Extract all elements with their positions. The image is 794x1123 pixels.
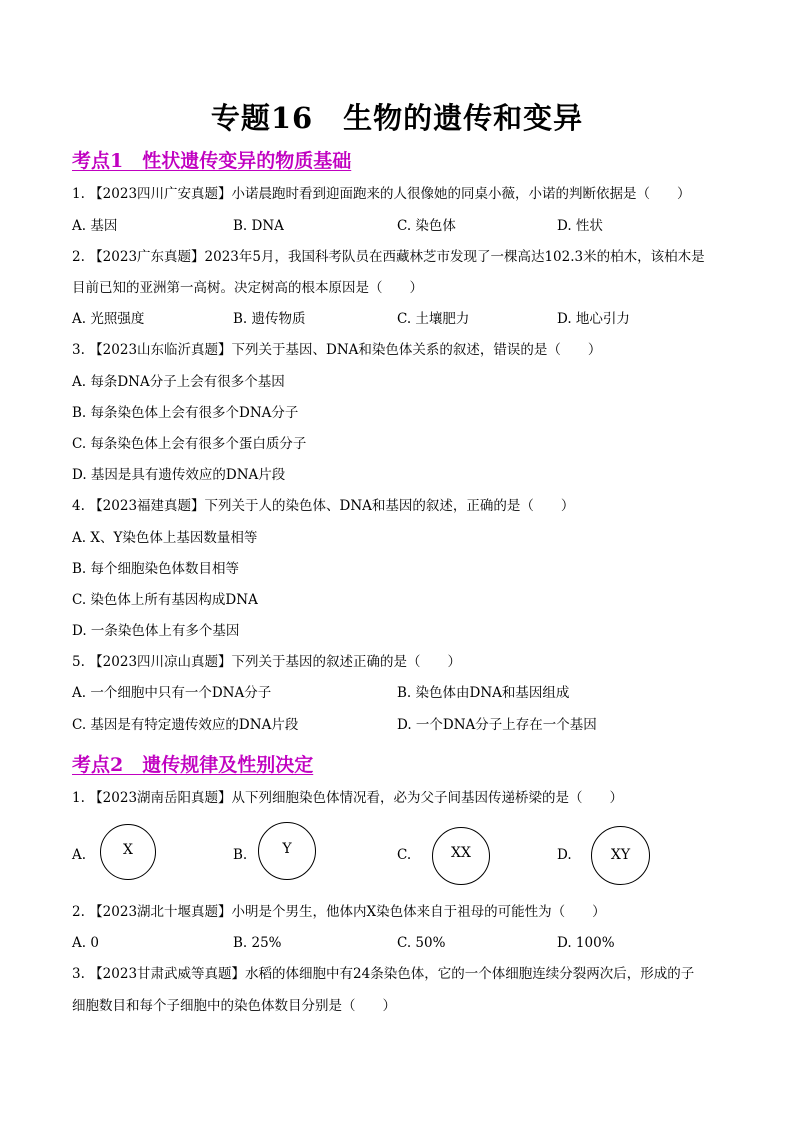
option-b: B. 染色体由DNA和基因组成 (397, 685, 570, 701)
option-a: A. 一个细胞中只有一个DNA分子 (72, 685, 272, 701)
option-a: A. 基因 (72, 218, 118, 234)
option-c: C. 染色体 (397, 218, 456, 234)
chromosome-label: XY (610, 847, 631, 863)
option-a: A. 光照强度 (72, 311, 145, 327)
option-b-letter: B. (233, 847, 248, 863)
section-heading-1: 考点1 性状遗传变异的物质基础 (72, 150, 352, 172)
option-b: B. 遗传物质 (233, 311, 306, 327)
question-stem: 1. 【2023湖南岳阳真题】从下列细胞染色体情况看，必为父子间基因传递桥梁的是（ ） (72, 790, 624, 806)
question-stem: 4. 【2023福建真题】下列关于人的染色体、DNA和基因的叙述，正确的是（ ） (72, 498, 575, 514)
question-stem: 3. 【2023甘肃武威等真题】水稻的体细胞中有24条染色体，它的一个体细胞连续分裂两次后，形成的子 (72, 966, 695, 982)
question-stem-continued: 细胞数目和每个子细胞中的染色体数目分别是（ ） (72, 998, 396, 1014)
section-heading-2: 考点2 遗传规律及性别决定 (72, 754, 314, 776)
option-c: C. 50% (397, 935, 446, 951)
option-c: C. 染色体上所有基因构成DNA (72, 592, 258, 608)
option-d: D. 一条染色体上有多个基因 (72, 623, 240, 639)
option-c: C. 每条染色体上会有很多个蛋白质分子 (72, 436, 307, 452)
option-c-letter: C. (397, 847, 412, 863)
cell-circle-a (100, 824, 156, 880)
option-d: D. 地心引力 (557, 311, 630, 327)
option-c: C. 土壤肥力 (397, 311, 470, 327)
cell-circle-b (258, 822, 316, 880)
chromosome-label: Y (282, 841, 292, 857)
question-stem: 5. 【2023四川凉山真题】下列关于基因的叙述正确的是（ ） (72, 654, 462, 670)
option-d: D. 100% (557, 935, 615, 951)
page-title: 专题16 生物的遗传和变异 (210, 101, 584, 135)
option-c: C. 基因是有特定遗传效应的DNA片段 (72, 717, 299, 733)
option-a: A. X、Y染色体上基因数量相等 (72, 530, 258, 546)
chromosome-label: X (123, 842, 133, 858)
cell-circle-c (432, 827, 490, 885)
option-b: B. 每条染色体上会有很多个DNA分子 (72, 405, 299, 421)
question-stem: 2. 【2023广东真题】2023年5月，我国科考队员在西藏林芝市发现了一棵高达102.3米的柏木，该柏木是 (72, 249, 705, 265)
option-d: D. 一个DNA分子上存在一个基因 (397, 717, 597, 733)
option-a: A. 0 (72, 935, 99, 951)
option-b: B. 25% (233, 935, 282, 951)
chromosome-label: XX (451, 845, 471, 861)
option-b: B. 每个细胞染色体数目相等 (72, 561, 240, 577)
option-d-letter: D. (557, 847, 572, 863)
question-stem: 3. 【2023山东临沂真题】下列关于基因、DNA和染色体关系的叙述，错误的是（ ） (72, 342, 602, 358)
option-a: A. 每条DNA分子上会有很多个基因 (72, 374, 285, 390)
option-d: D. 基因是具有遗传效应的DNA片段 (72, 467, 286, 483)
question-stem: 1. 【2023四川广安真题】小诺晨跑时看到迎面跑来的人很像她的同桌小薇，小诺的判断依据是（ ） (72, 186, 691, 202)
option-d: D. 性状 (557, 218, 603, 234)
question-stem: 2. 【2023湖北十堰真题】小明是个男生，他体内X染色体来自于祖母的可能性为（ ） (72, 904, 606, 920)
option-b: B. DNA (233, 218, 284, 234)
cell-circle-d (591, 826, 650, 885)
question-stem-continued: 目前已知的亚洲第一高树。决定树高的根本原因是（ ） (72, 280, 423, 296)
option-a-letter: A. (72, 847, 87, 863)
